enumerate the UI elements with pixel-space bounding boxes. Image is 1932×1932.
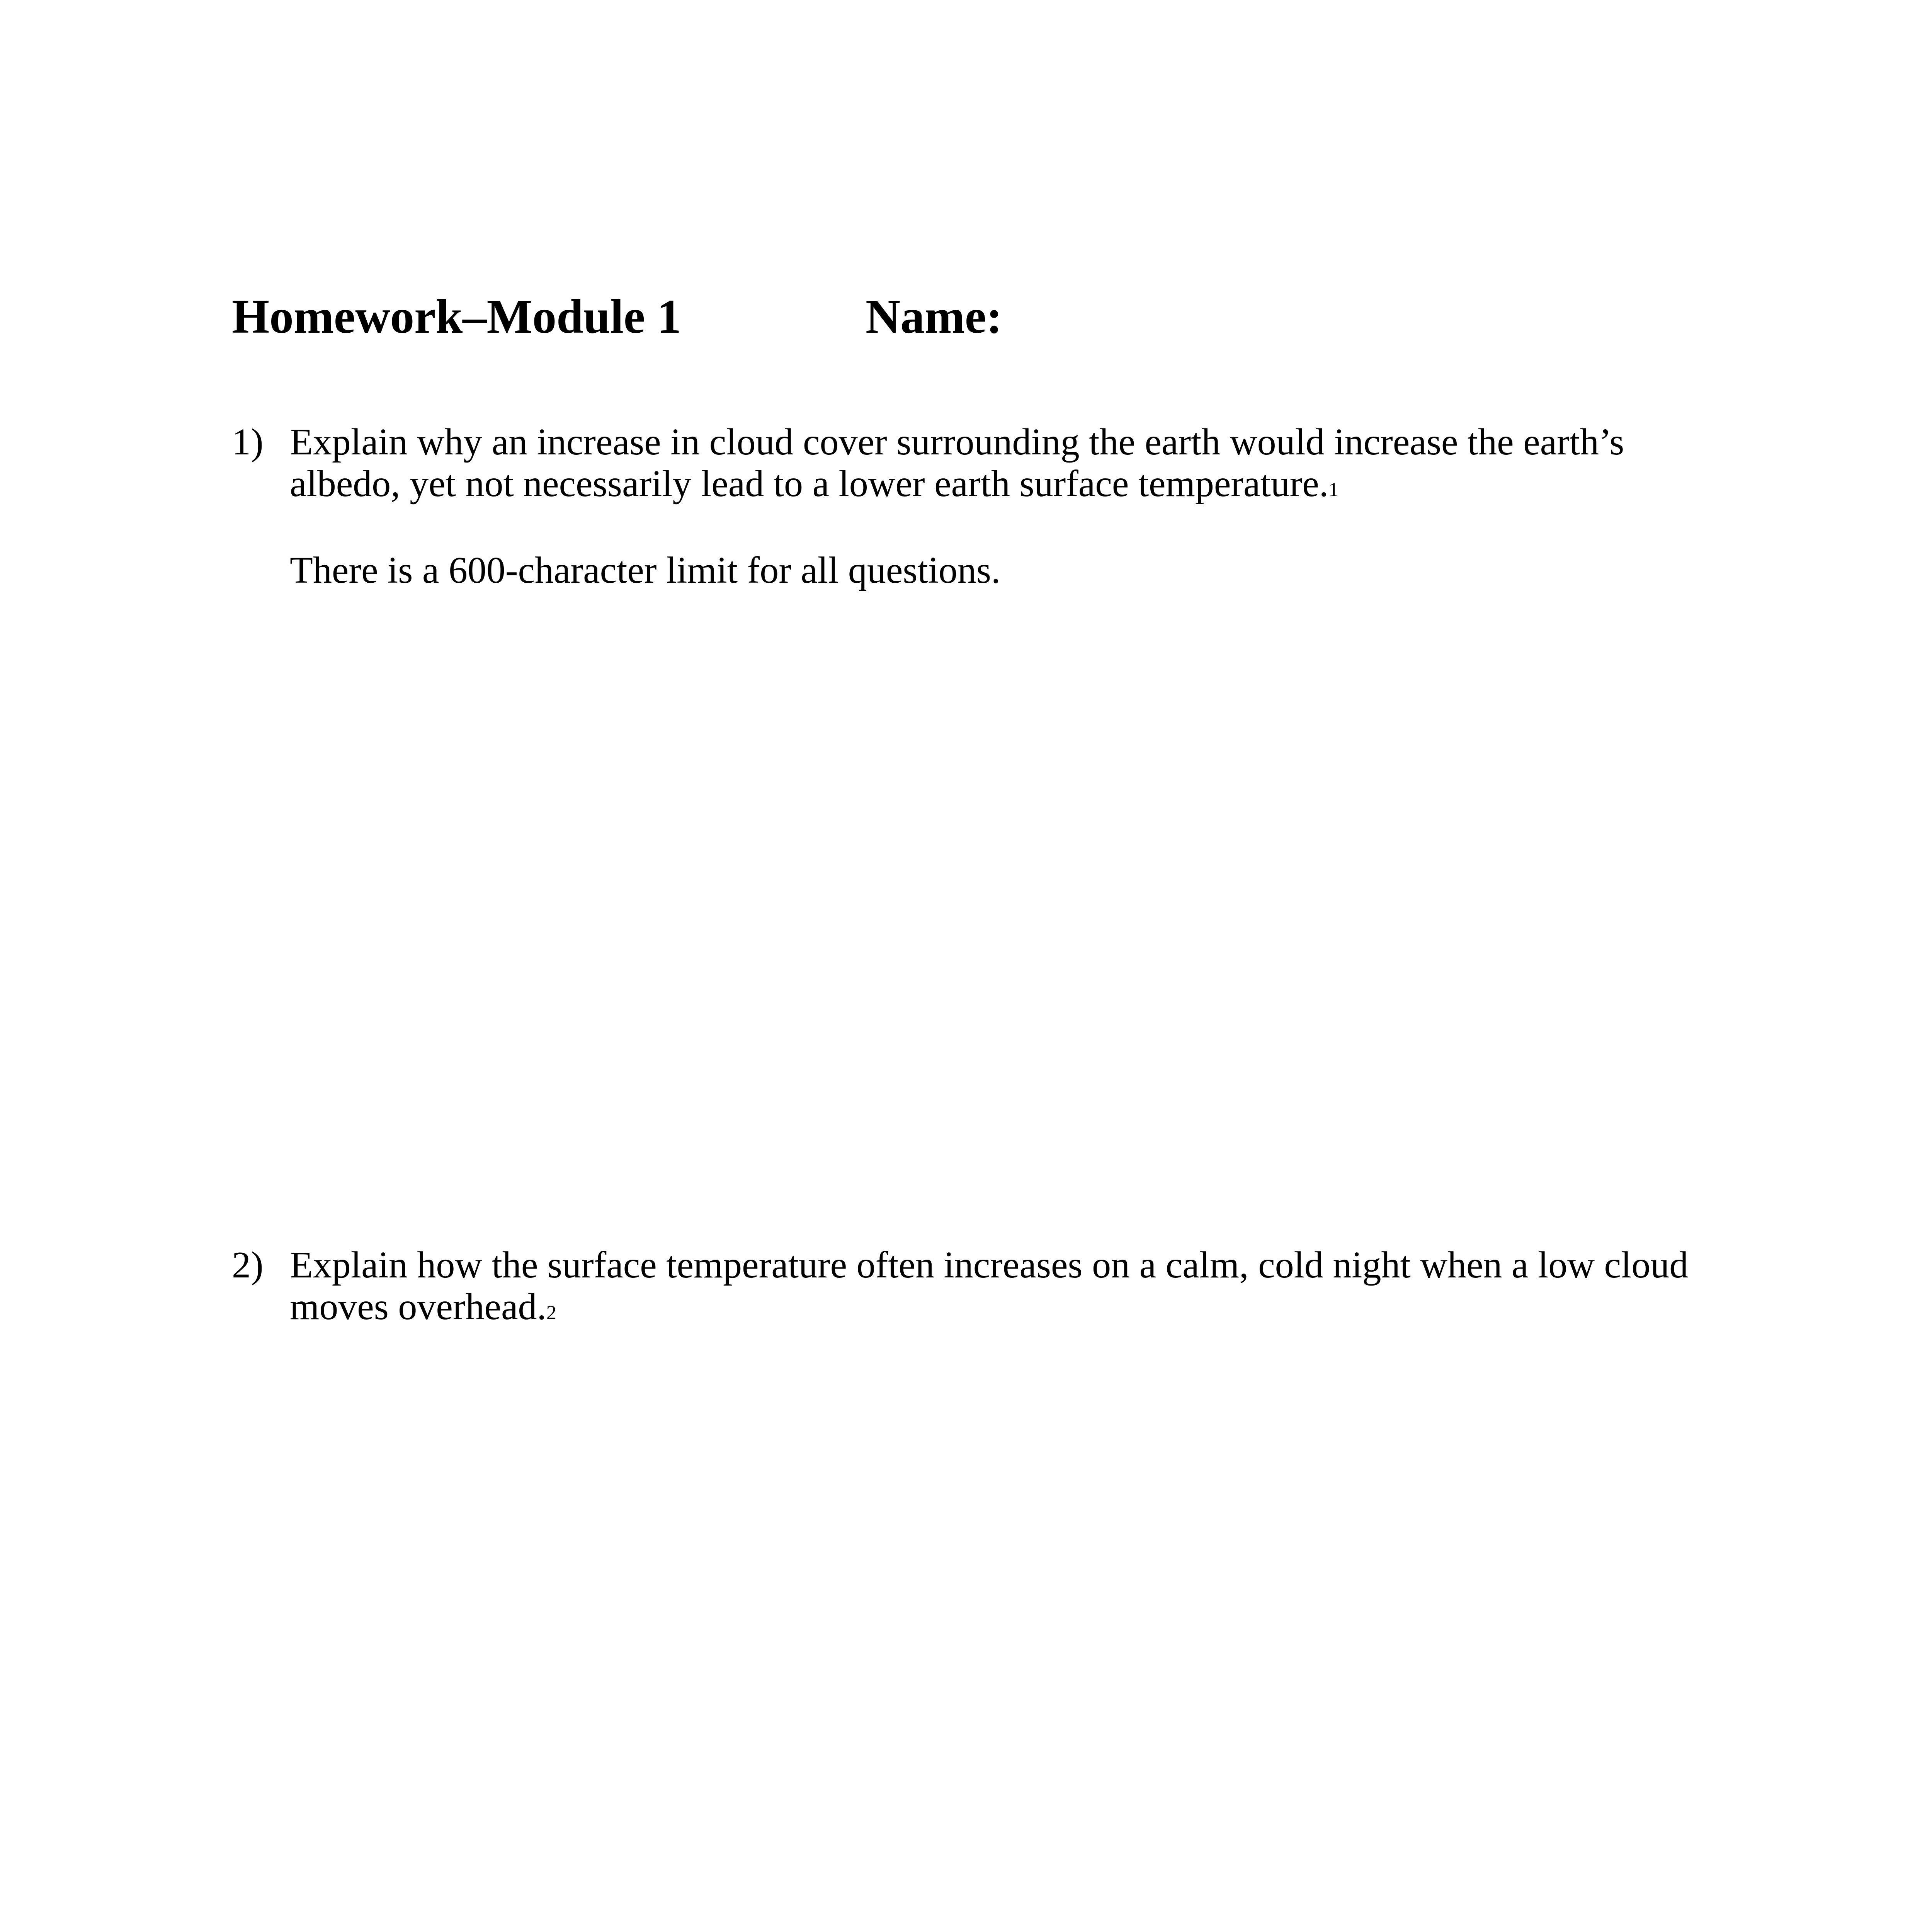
- character-limit-note: There is a 600-character limit for all questions.: [290, 549, 1001, 591]
- question-body: Explain how the surface temperature often increases on a calm, cold night when a low cloud moves overhead.: [290, 1244, 1689, 1328]
- question-number: 1): [232, 421, 264, 463]
- question-body: Explain why an increase in cloud cover surrounding the earth would increase the earth’s albedo, yet not necessarily lead to a lower earth surface temperature.: [290, 421, 1624, 505]
- footnote-reference: 2: [546, 1302, 556, 1324]
- question-2: [232, 1244, 1723, 1334]
- question-number: 2): [232, 1244, 264, 1286]
- page-title: Homework–Module 1: [232, 290, 682, 344]
- question-text: [290, 1244, 1719, 1334]
- footnote-reference: 1: [1328, 479, 1339, 501]
- name-label: Name:: [866, 290, 1003, 344]
- question-1: [232, 421, 1723, 591]
- question-text: [290, 421, 1719, 511]
